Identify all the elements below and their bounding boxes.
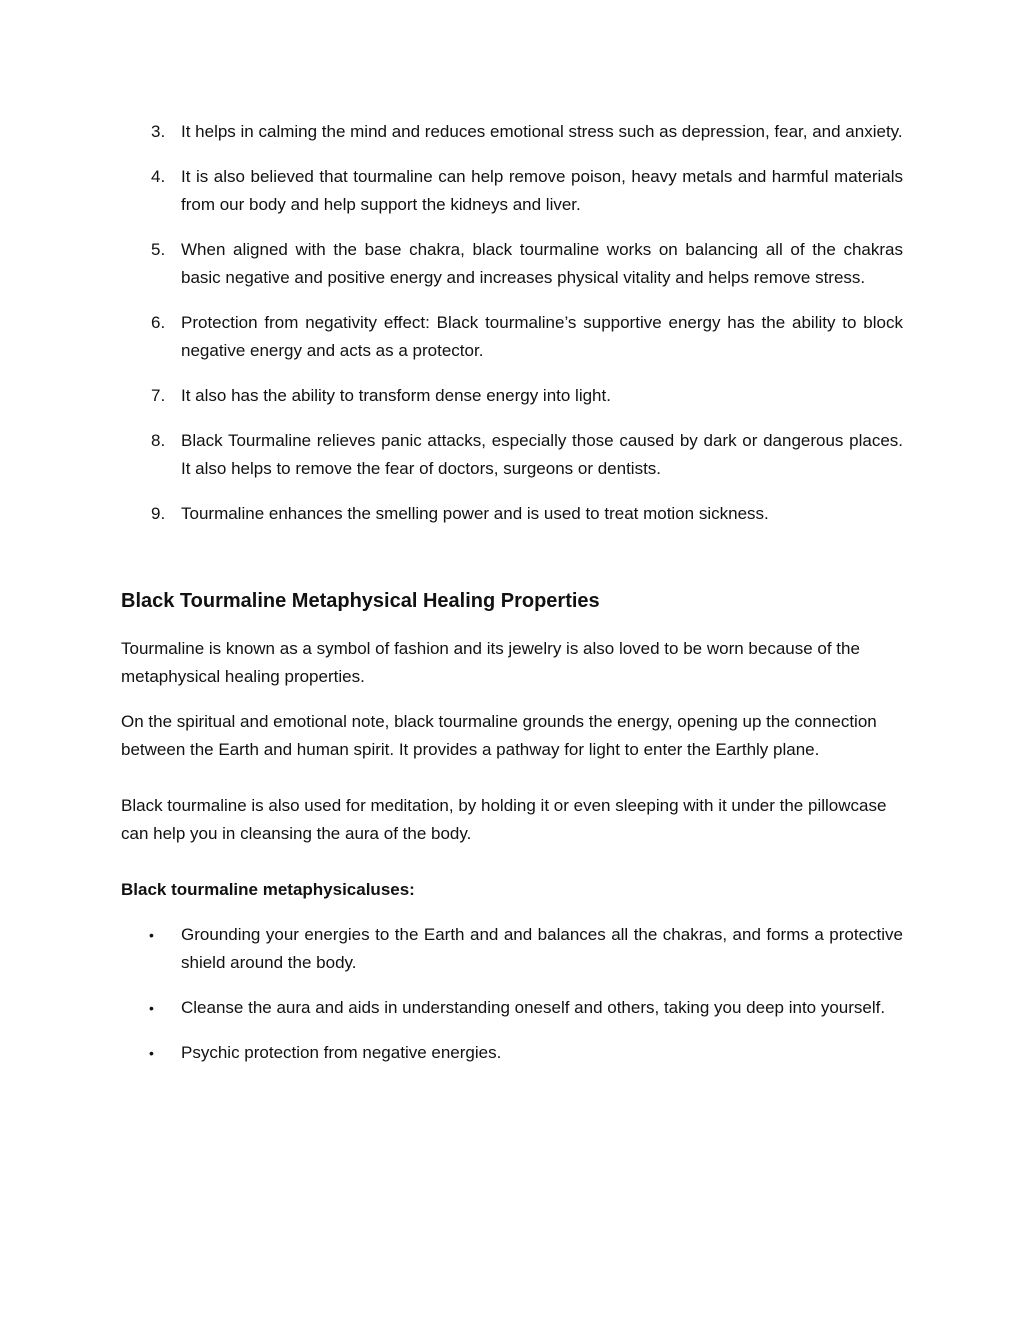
section-heading: Black Tourmaline Metaphysical Healing Properties xyxy=(121,590,600,612)
paragraph: Black tourmaline is also used for meditation, by holding it or even sleeping with it under the pillowcase can help you in cleansing the aura of the body. xyxy=(121,796,887,843)
list-item xyxy=(121,427,903,483)
uses-heading: Black tourmaline metaphysicaluses: xyxy=(121,880,415,899)
list-number: 4. xyxy=(151,167,166,186)
list-number: 7. xyxy=(151,386,166,405)
list-item-text: Tourmaline enhances the smelling power and is used to treat motion sickness. xyxy=(181,504,769,523)
list-item-text: Grounding your energies to the Earth and and balances all the chakras, and forms a protective shield around the body. xyxy=(181,925,903,972)
list-item xyxy=(121,309,903,365)
list-item-text: It also has the ability to transform dense energy into light. xyxy=(181,386,611,405)
list-item-text: Cleanse the aura and aids in understanding oneself and others, taking you deep into yourself. xyxy=(181,998,886,1017)
list-item-text: Psychic protection from negative energies. xyxy=(181,1043,502,1062)
list-item-text: Protection from negativity effect: Black tourmaline’s supportive energy has the ability to block negative energy and acts as a protector. xyxy=(181,313,903,360)
bullet-marker: • xyxy=(149,927,154,943)
list-number: 3. xyxy=(151,122,166,141)
list-item xyxy=(121,236,903,292)
bullet-marker: • xyxy=(149,1045,154,1061)
bullet-marker: • xyxy=(149,1000,154,1016)
numbered-list xyxy=(121,118,903,528)
list-item xyxy=(121,921,903,977)
list-item xyxy=(121,500,903,528)
list-item xyxy=(121,1039,903,1067)
paragraph: On the spiritual and emotional note, black tourmaline grounds the energy, opening up the connection between the Earth and human spirit. It provides a pathway for light to enter the Earthly plane. xyxy=(121,712,877,759)
list-item xyxy=(121,163,903,219)
bullet-list xyxy=(121,921,903,1067)
list-number: 8. xyxy=(151,431,166,450)
list-item-text: It is also believed that tourmaline can help remove poison, heavy metals and harmful materials from our body and help support the kidneys and liver. xyxy=(181,167,903,214)
list-item xyxy=(121,118,903,146)
list-number: 5. xyxy=(151,240,166,259)
list-item-text: It helps in calming the mind and reduces emotional stress such as depression, fear, and anxiety. xyxy=(181,122,903,141)
page-content xyxy=(121,118,903,1084)
list-number: 9. xyxy=(151,504,166,523)
paragraph: Tourmaline is known as a symbol of fashion and its jewelry is also loved to be worn because of the metaphysical healing properties. xyxy=(121,639,860,686)
list-item-text: When aligned with the base chakra, black tourmaline works on balancing all of the chakras basic negative and positive energy and increases physical vitality and helps remove stress. xyxy=(181,240,903,287)
list-item xyxy=(121,994,903,1022)
list-item-text: Black Tourmaline relieves panic attacks, especially those caused by dark or dangerous places. It also helps to remove the fear of doctors, surgeons or dentists. xyxy=(181,431,903,478)
list-number: 6. xyxy=(151,313,166,332)
list-item xyxy=(121,382,903,410)
